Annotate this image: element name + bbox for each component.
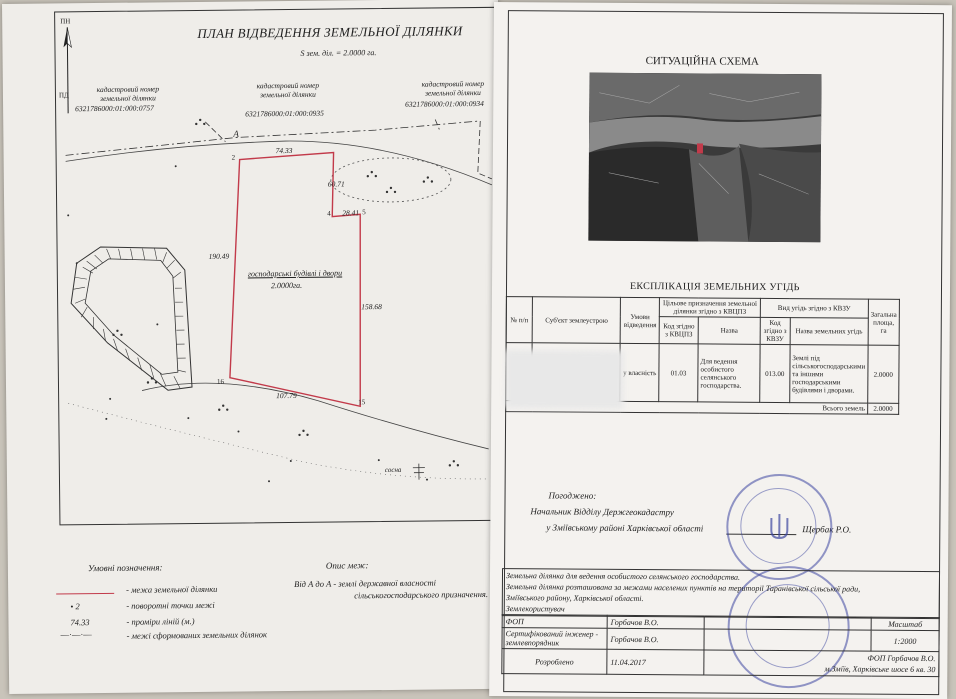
tb-cell: 1:2000 [871, 630, 939, 651]
tb-cell: ФОП [502, 615, 607, 629]
table-subheader: Назва [698, 317, 760, 344]
area-line: S зем. діл. = 2.0000 га. [300, 48, 377, 58]
table-header: Суб'єкт землеустрою [532, 297, 621, 344]
legend-item: - межі сформованих земельних ділянок [126, 629, 268, 641]
parcel-area: 2.0000га. [270, 280, 303, 291]
approval-line: Начальник Відділу Держгеокадастру [530, 506, 674, 518]
description-line: сільськогосподарського призначення. [354, 588, 489, 601]
tb-cell: Розроблено [502, 649, 607, 675]
legend-item: - межа земельної ділянки [126, 583, 218, 595]
table-cell: Землі під сільськогосподарськими та іншими господарськими будівлями і дворами. [790, 345, 868, 404]
table-subheader: Код згідно з КВЦПЗ [659, 317, 698, 344]
tb-cell: Горбачов В.О. [607, 628, 704, 650]
length-label: 60.71 [327, 179, 345, 189]
description-line: Від А до А - землі державної власності [294, 577, 437, 589]
table-title: ЕКСПЛІКАЦІЯ ЗЕМЕЛЬНИХ УГІДЬ [629, 280, 800, 294]
tb-cell: Масштаб [871, 617, 939, 630]
table-cell: у власність [620, 343, 659, 401]
redacted-area [505, 350, 623, 409]
legend-symbol: 74.33 [70, 617, 90, 628]
table-cell: 2.0000 [867, 345, 899, 403]
neighbor-label-2: кадастровий номер земельної ділянки [256, 80, 320, 100]
table-header: Умови відведення [621, 297, 660, 343]
plan-drawing [55, 99, 501, 524]
pine-tree-icon [413, 464, 425, 480]
table-total-value: 2.0000 [867, 403, 898, 414]
table-header: № п/п [506, 297, 532, 343]
table-header: Загальна площа, га [868, 299, 900, 345]
legend-red-line [56, 593, 114, 595]
legend-symbol: • 2 [70, 601, 80, 612]
length-label: 74.33 [275, 145, 293, 156]
left-page [2, 0, 505, 694]
point-15-label: 15 [358, 398, 366, 407]
point-4-label: 4 [327, 209, 331, 218]
tb-stamp-line: ФОП Горбачов В.О. [867, 653, 936, 664]
tb-cell: 11.04.2017 [607, 649, 704, 675]
trident-icon [766, 512, 792, 542]
title-block [501, 614, 939, 677]
length-label: 190.49 [208, 251, 230, 261]
table-cell: Для ведення особистого селянського господарства. [698, 344, 760, 402]
neighbor-number-2: 6321786000:01:000:0935 [245, 108, 324, 119]
approval-title: Погоджено: [548, 490, 597, 501]
neighbor-number-1: 6321786000:01:000:0757 [75, 103, 154, 114]
neighbor-label-1: кадастровий номер земельної ділянки [96, 84, 160, 103]
approval-line: у Зміївському районі Харківської області [546, 522, 704, 534]
legend-item: - поворотні точки межі [126, 599, 215, 611]
point-2-label: 2 [231, 153, 236, 162]
legend-title: Умовні позначення: [87, 562, 163, 574]
neighbor-label-3: кадастровий номер земельної ділянки [421, 78, 485, 98]
right-page [489, 2, 952, 699]
legend-symbol: —·—·— [60, 629, 92, 640]
parcel-boundary [228, 152, 366, 407]
situation-map-image [588, 73, 821, 243]
info-line: Землекористувач [505, 604, 565, 614]
table-total-label: Всього земель [506, 401, 868, 415]
table-subheader: Назва земельних угідь [790, 318, 868, 346]
north-label: ПН [60, 17, 71, 26]
length-label: 158.68 [361, 302, 382, 312]
description-title: Опис меж: [325, 560, 369, 571]
tb-stamp-line: м.Зміїв, Харківське шосе 6 кв. 30 [824, 664, 936, 675]
legend-item: - проміри ліній (м.) [126, 616, 195, 627]
info-line: Земельна ділянка розташована за межами населених пунктів на території Таранівської сільської ради, [505, 582, 861, 594]
table-cell: 01.03 [659, 344, 698, 402]
table-subheader: Код згідно з КВЗУ [760, 317, 790, 344]
north-arrow-icon [60, 25, 75, 115]
length-label: 107.79 [276, 390, 297, 401]
situation-title: СИТУАЦІЙНА СХЕМА [645, 55, 759, 68]
approval-signer: Щербак Р.О. [802, 524, 852, 535]
south-label: ПД [58, 91, 69, 100]
neighbor-boundary [65, 121, 479, 155]
parcel-label: господарські будівлі і двори [247, 268, 343, 279]
neighbor-number-3: 6321786000:01:000:0934 [405, 98, 484, 109]
official-seal [726, 474, 833, 581]
tree-label: сосна [384, 465, 402, 475]
point-a-label: A [233, 128, 239, 139]
table-header: Цільове призначення земельної ділянки згідно з КВЦПЗ [660, 298, 761, 318]
point-16-label: 16 [216, 377, 225, 386]
point-5-label: 5 [362, 208, 366, 217]
tb-cell: Сертифікований інженер - землевпорядник [502, 628, 607, 650]
info-line: Земельна ділянка для ведення особистого селянського господарства. [505, 571, 741, 582]
tb-cell: Горбачов В.О. [607, 615, 704, 629]
plan-title: ПЛАН ВІДВЕДЕННЯ ЗЕМЕЛЬНОЇ ДІЛЯНКИ [197, 23, 463, 41]
length-label: 28.41 [342, 208, 360, 218]
info-line: Зміївського району, Харківської області. [505, 593, 644, 604]
table-cell: 013.00 [760, 344, 790, 402]
table-header: Вид угідь згідно з КВЗУ [760, 298, 868, 318]
